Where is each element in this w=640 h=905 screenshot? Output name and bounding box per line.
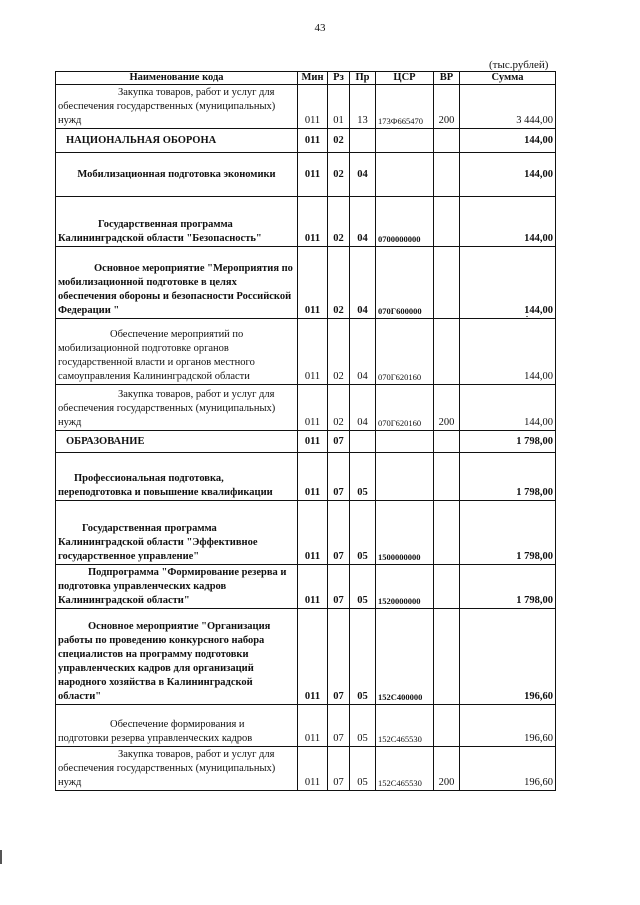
scan-edge-mark — [0, 850, 2, 864]
table-row — [56, 385, 556, 431]
row-min: 011 — [298, 385, 328, 431]
row-name: Профессиональная подготовка, переподготовка и повышение квалификации — [56, 453, 298, 501]
row-csr: 152С465530 — [376, 747, 434, 791]
row-name: Мобилизационная подготовка экономики — [56, 153, 298, 197]
row-name: Закупка товаров, работ и услуг для обеспечения государственных (муниципальных) нужд — [56, 747, 298, 791]
header-pr: Пр — [350, 72, 376, 85]
table-row — [56, 609, 556, 705]
row-sum: 196,60 — [460, 747, 556, 791]
row-min: 011 — [298, 501, 328, 565]
table-row — [56, 565, 556, 609]
row-csr: 152С400000 — [376, 609, 434, 705]
row-sum: 1 798,00 — [460, 453, 556, 501]
table-row — [56, 197, 556, 247]
header-sum: Сумма — [460, 72, 556, 85]
row-pr: 05 — [350, 705, 376, 747]
row-csr: 070Г620160 — [376, 319, 434, 385]
row-vr — [434, 565, 460, 609]
row-vr — [434, 319, 460, 385]
row-csr — [376, 153, 434, 197]
page-number: 43 — [314, 22, 326, 34]
row-min: 011 — [298, 747, 328, 791]
row-rz: 02 — [328, 319, 350, 385]
row-pr: 04 — [350, 247, 376, 319]
row-name: ОБРАЗОВАНИЕ — [56, 431, 298, 453]
row-name: Государственная программа Калининградской области "Безопасность" — [56, 197, 298, 247]
row-rz: 02 — [328, 197, 350, 247]
row-vr: 200 — [434, 85, 460, 129]
row-min: 011 — [298, 705, 328, 747]
row-sum: 1 798,00 — [460, 501, 556, 565]
row-csr: 1520000000 — [376, 565, 434, 609]
row-rz: 07 — [328, 431, 350, 453]
row-min: 011 — [298, 129, 328, 153]
row-pr: 05 — [350, 501, 376, 565]
row-name: Подпрограмма "Формирование резерва и подготовка управленческих кадров Калининградской области" — [56, 565, 298, 609]
table-row — [56, 85, 556, 129]
row-rz: 07 — [328, 453, 350, 501]
table-row — [56, 129, 556, 153]
row-sum: 144,00 — [460, 197, 556, 247]
row-pr: 05 — [350, 747, 376, 791]
row-csr — [376, 453, 434, 501]
row-sum: 144,00 — [460, 129, 556, 153]
row-min: 011 — [298, 319, 328, 385]
row-sum: 144,00 — [460, 319, 556, 385]
row-rz: 07 — [328, 565, 350, 609]
row-name: Закупка товаров, работ и услуг для обеспечения государственных (муниципальных) нужд — [56, 385, 298, 431]
row-vr — [434, 197, 460, 247]
table-row — [56, 747, 556, 791]
row-vr — [434, 705, 460, 747]
row-rz: 07 — [328, 705, 350, 747]
table-header-row — [56, 72, 556, 85]
header-rz: Рз — [328, 72, 350, 85]
row-csr: 1500000000 — [376, 501, 434, 565]
row-pr: 05 — [350, 609, 376, 705]
row-vr — [434, 153, 460, 197]
row-sum: 196,60 — [460, 705, 556, 747]
table-row — [56, 501, 556, 565]
row-min: 011 — [298, 453, 328, 501]
row-sum: 3 444,00 — [460, 85, 556, 129]
row-sum: 196,60 — [460, 609, 556, 705]
scan-artifact — [526, 316, 528, 317]
row-vr — [434, 501, 460, 565]
row-rz: 02 — [328, 247, 350, 319]
row-name: Обеспечение формирования и подготовки резерва управленческих кадров — [56, 705, 298, 747]
row-rz: 02 — [328, 385, 350, 431]
row-pr: 05 — [350, 565, 376, 609]
row-sum: 1 798,00 — [460, 565, 556, 609]
row-csr — [376, 431, 434, 453]
row-name: НАЦИОНАЛЬНАЯ ОБОРОНА — [56, 129, 298, 153]
row-rz: 02 — [328, 153, 350, 197]
header-vr: ВР — [434, 72, 460, 85]
row-min: 011 — [298, 247, 328, 319]
row-rz: 02 — [328, 129, 350, 153]
row-name: Основное мероприятие "Мероприятия по мобилизационной подготовке в целях обеспечения обороны и безопасности Российской Федерации " — [56, 247, 298, 319]
table-row — [56, 247, 556, 319]
row-vr — [434, 609, 460, 705]
row-csr: 070Г600000 — [376, 247, 434, 319]
row-pr — [350, 129, 376, 153]
row-name: Закупка товаров, работ и услуг для обеспечения государственных (муниципальных) нужд — [56, 85, 298, 129]
table-row — [56, 453, 556, 501]
row-min: 011 — [298, 565, 328, 609]
row-vr: 200 — [434, 747, 460, 791]
table-row — [56, 319, 556, 385]
row-rz: 07 — [328, 609, 350, 705]
row-pr — [350, 431, 376, 453]
row-pr: 04 — [350, 153, 376, 197]
row-sum: 144,00 — [460, 247, 556, 319]
row-csr — [376, 129, 434, 153]
row-sum: 1 798,00 — [460, 431, 556, 453]
row-pr: 13 — [350, 85, 376, 129]
header-name: Наименование кода — [56, 72, 298, 85]
row-pr: 05 — [350, 453, 376, 501]
row-csr: 152С465530 — [376, 705, 434, 747]
row-name: Государственная программа Калининградской области "Эффективное государственное управление" — [56, 501, 298, 565]
row-rz: 07 — [328, 501, 350, 565]
row-min: 011 — [298, 431, 328, 453]
units-label: (тыс.рублей) — [489, 59, 549, 71]
header-min: Мин — [298, 72, 328, 85]
row-csr: 0700000000 — [376, 197, 434, 247]
row-min: 011 — [298, 197, 328, 247]
row-pr: 04 — [350, 385, 376, 431]
row-pr: 04 — [350, 197, 376, 247]
row-sum: 144,00 — [460, 153, 556, 197]
row-vr — [434, 247, 460, 319]
row-vr — [434, 129, 460, 153]
row-vr — [434, 453, 460, 501]
row-rz: 07 — [328, 747, 350, 791]
row-min: 011 — [298, 609, 328, 705]
row-name: Обеспечение мероприятий по мобилизационной подготовке органов государственной власти и органов местного самоуправления Калининградской области — [56, 319, 298, 385]
row-vr: 200 — [434, 385, 460, 431]
row-csr: 070Г620160 — [376, 385, 434, 431]
row-csr: 173Ф665470 — [376, 85, 434, 129]
row-name: Основное мероприятие "Организация работы по проведению конкурсного набора специалистов на программу подготовки управленческих кадров для организаций народного хозяйства в Калининградской области" — [56, 609, 298, 705]
row-rz: 01 — [328, 85, 350, 129]
budget-table — [55, 71, 556, 791]
row-vr — [434, 431, 460, 453]
table-row — [56, 705, 556, 747]
row-min: 011 — [298, 85, 328, 129]
header-csr: ЦСР — [376, 72, 434, 85]
row-pr: 04 — [350, 319, 376, 385]
row-min: 011 — [298, 153, 328, 197]
table-row — [56, 153, 556, 197]
row-sum: 144,00 — [460, 385, 556, 431]
table-row — [56, 431, 556, 453]
